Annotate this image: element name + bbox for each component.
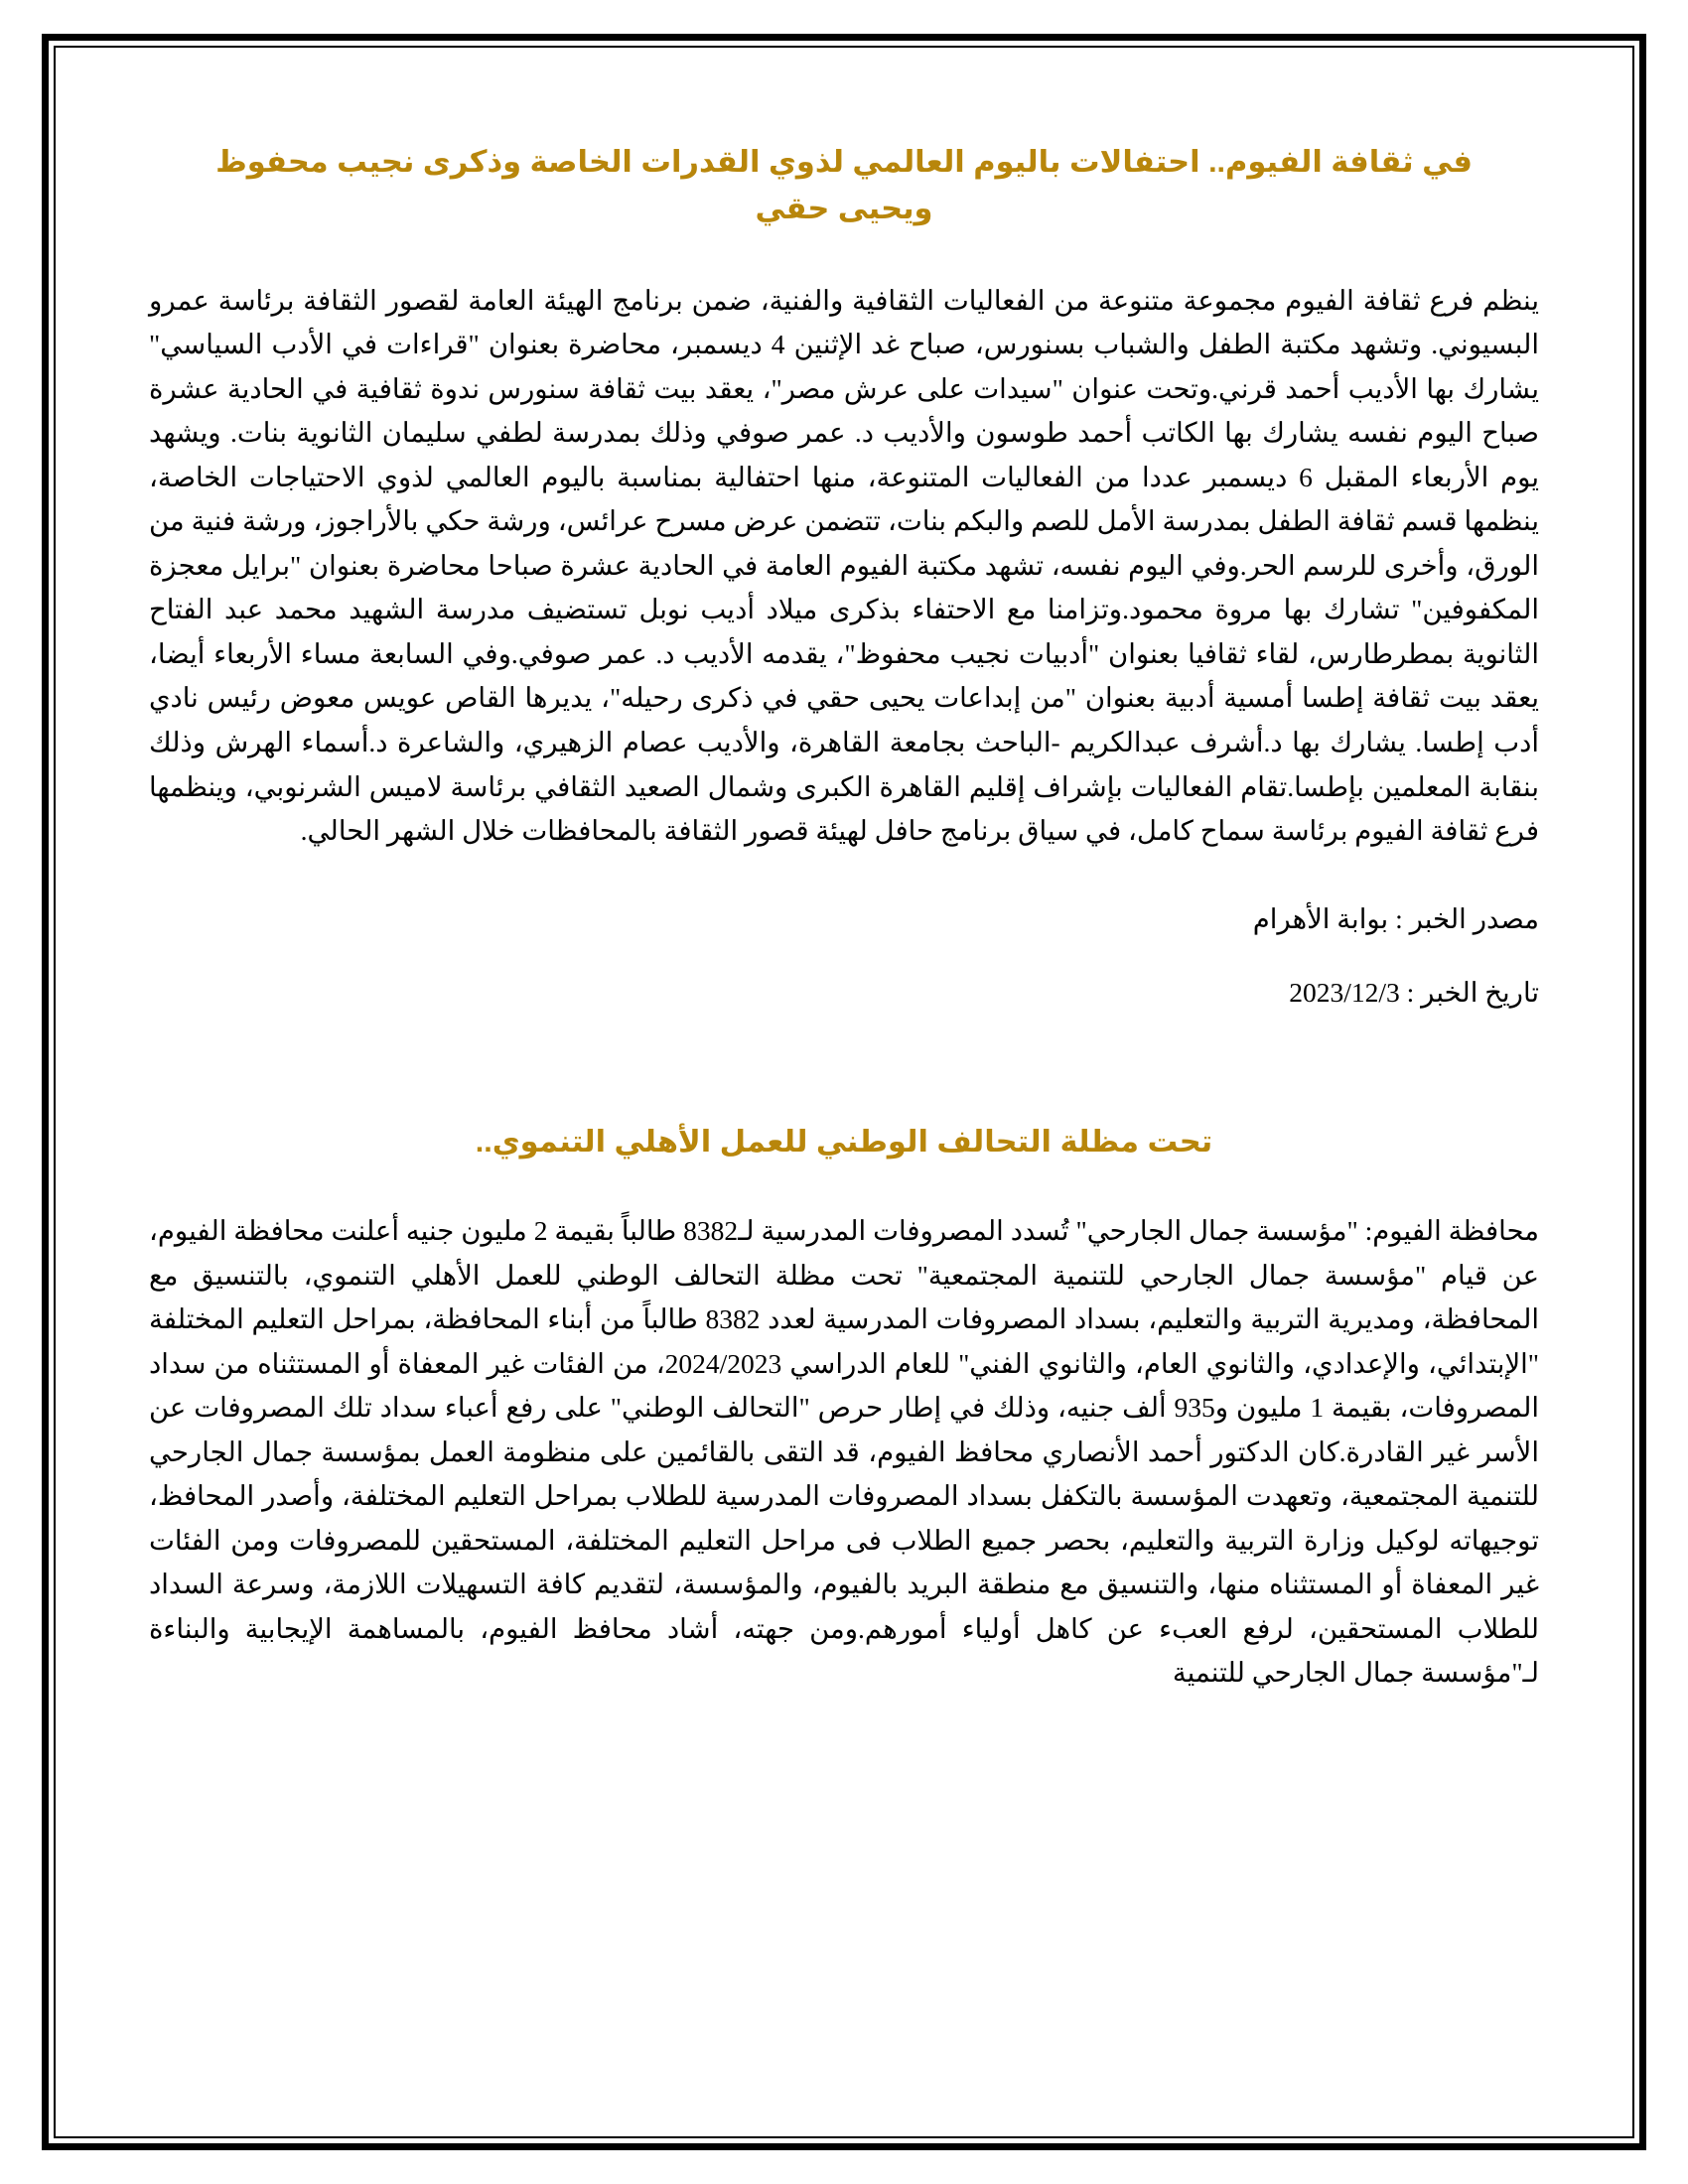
- article-2-body: محافظة الفيوم: "مؤسسة جمال الجارحي" تُسدد المصروفات المدرسية لـ8382 طالباً بقيمة 2 مليون جنيه أعلنت محافظة الفيوم، عن قيام "مؤسسة جمال الجارحي للتنمية المجتمعية" تحت مظلة التحالف الوطني للعمل الأهلي التنموي، بالتنسيق مع المحافظة، ومديرية التربية والتعليم، بسداد المصروفات المدرسية لعدد 8382 طالباً من أبناء المحافظة، بمراحل التعليم المختلفة "الإبتدائي، والإعدادي، والثانوي العام، والثانوي الفني" للعام الدراسي 2024/2023، من الفئات غير المعفاة أو المستثناه من سداد المصروفات، بقيمة 1 مليون و935 ألف جنيه، وذلك في إطار حرص "التحالف الوطني" على رفع أعباء سداد تلك المصروفات عن الأسر غير القادرة.كان الدكتور أحمد الأنصاري محافظ الفيوم، قد التقى بالقائمين على منظومة العمل بمؤسسة جمال الجارحي للتنمية المجتمعية، وتعهدت المؤسسة بالتكفل بسداد المصروفات المدرسية للطلاب بمراحل التعليم المختلفة، وأصدر المحافظ، توجيهاته لوكيل وزارة التربية والتعليم، بحصر جميع الطلاب فى مراحل التعليم المختلفة، المستحقين للمصروفات ومن الفئات غير المعفاة أو المستثناه منها، والتنسيق مع منطقة البريد بالفيوم، والمؤسسة، لتقديم كافة التسهيلات اللازمة، وسرعة السداد للطلاب المستحقين، لرفع العبء عن كاهل أولياء أمورهم.ومن جهته، أشاد محافظ الفيوم، بالمساهمة الإيجابية والبناءة لـ"مؤسسة جمال الجارحي للتنمية: [149, 1215, 1539, 1689]
- article-2-title: تحت مظلة التحالف الوطني للعمل الأهلي التنموي..: [475, 1124, 1213, 1159]
- article-1-title: في ثقافة الفيوم.. احتفالات باليوم العالمي لذوي القدرات الخاصة وذكرى نجيب محفوظ ويحيى حقي: [215, 145, 1473, 226]
- article-1-meta: [149, 897, 1539, 1016]
- article-1-source: مصدر الخبر : بوابة الأهرام: [1252, 902, 1539, 934]
- spacer: [149, 1165, 1539, 1209]
- spacer: [149, 233, 1539, 279]
- article-1-body: ينظم فرع ثقافة الفيوم مجموعة متنوعة من الفعاليات الثقافية والفنية، ضمن برنامج الهيئة العامة لقصور الثقافة برئاسة عمرو البسيوني. وتشهد مكتبة الطفل والشباب بسنورس، صباح غد الإثنين 4 ديسمبر، محاضرة بعنوان "قراءات في الأدب السياسي" يشارك بها الأديب أحمد قرني.وتحت عنوان "سيدات على عرش مصر"، يعقد بيت ثقافة سنورس ندوة ثقافية في الحادية عشرة صباح اليوم نفسه يشارك بها الكاتب أحمد طوسون والأديب د. عمر صوفي وذلك بمدرسة لطفي سليمان الثانوية بنات. ويشهد يوم الأربعاء المقبل 6 ديسمبر عددا من الفعاليات المتنوعة، منها احتفالية بمناسبة باليوم العالمي لذوي الاحتياجات الخاصة، ينظمها قسم ثقافة الطفل بمدرسة الأمل للصم والبكم بنات، تتضمن عرض مسرح عرائس، ورشة حكي بالأراجوز، ورشة فنية من الورق، وأخرى للرسم الحر.وفي اليوم نفسه، تشهد مكتبة الفيوم العامة في الحادية عشرة صباحا محاضرة بعنوان "برايل معجزة المكفوفين" تشارك بها مروة محمود.وتزامنا مع الاحتفاء بذكرى ميلاد أديب نوبل تستضيف مدرسة الشهيد محمد عبد الفتاح الثانوية بمطرطارس، لقاء ثقافيا بعنوان "أدبيات نجيب محفوظ"، يقدمه الأديب د. عمر صوفي.وفي السابعة مساء الأربعاء أيضا، يعقد بيت ثقافة إطسا أمسية أدبية بعنوان "من إبداعات يحيى حقي في ذكرى رحيله"، يديرها القاص عويس معوض رئيس نادي أدب إطسا. يشارك بها د.أشرف عبدالكريم -الباحث بجامعة القاهرة، والأديب عصام الزهيري، والشاعرة د.أسماء الهرش وذلك بنقابة المعلمين بإطسا.تقام الفعاليات بإشراف إقليم القاهرة الكبرى وشمال الصعيد الثقافي برئاسة لاميس الشرنوبي، وينظمها فرع ثقافة الفيوم برئاسة سماح كامل، في سياق برنامج حافل لهيئة قصور الثقافة بالمحافظات خلال الشهر الحالي.: [149, 284, 1539, 847]
- section-spacer: [149, 1016, 1539, 1119]
- document-content: [149, 139, 1539, 2124]
- article-1-date: تاريخ الخبر : 2023/12/3: [1289, 977, 1539, 1009]
